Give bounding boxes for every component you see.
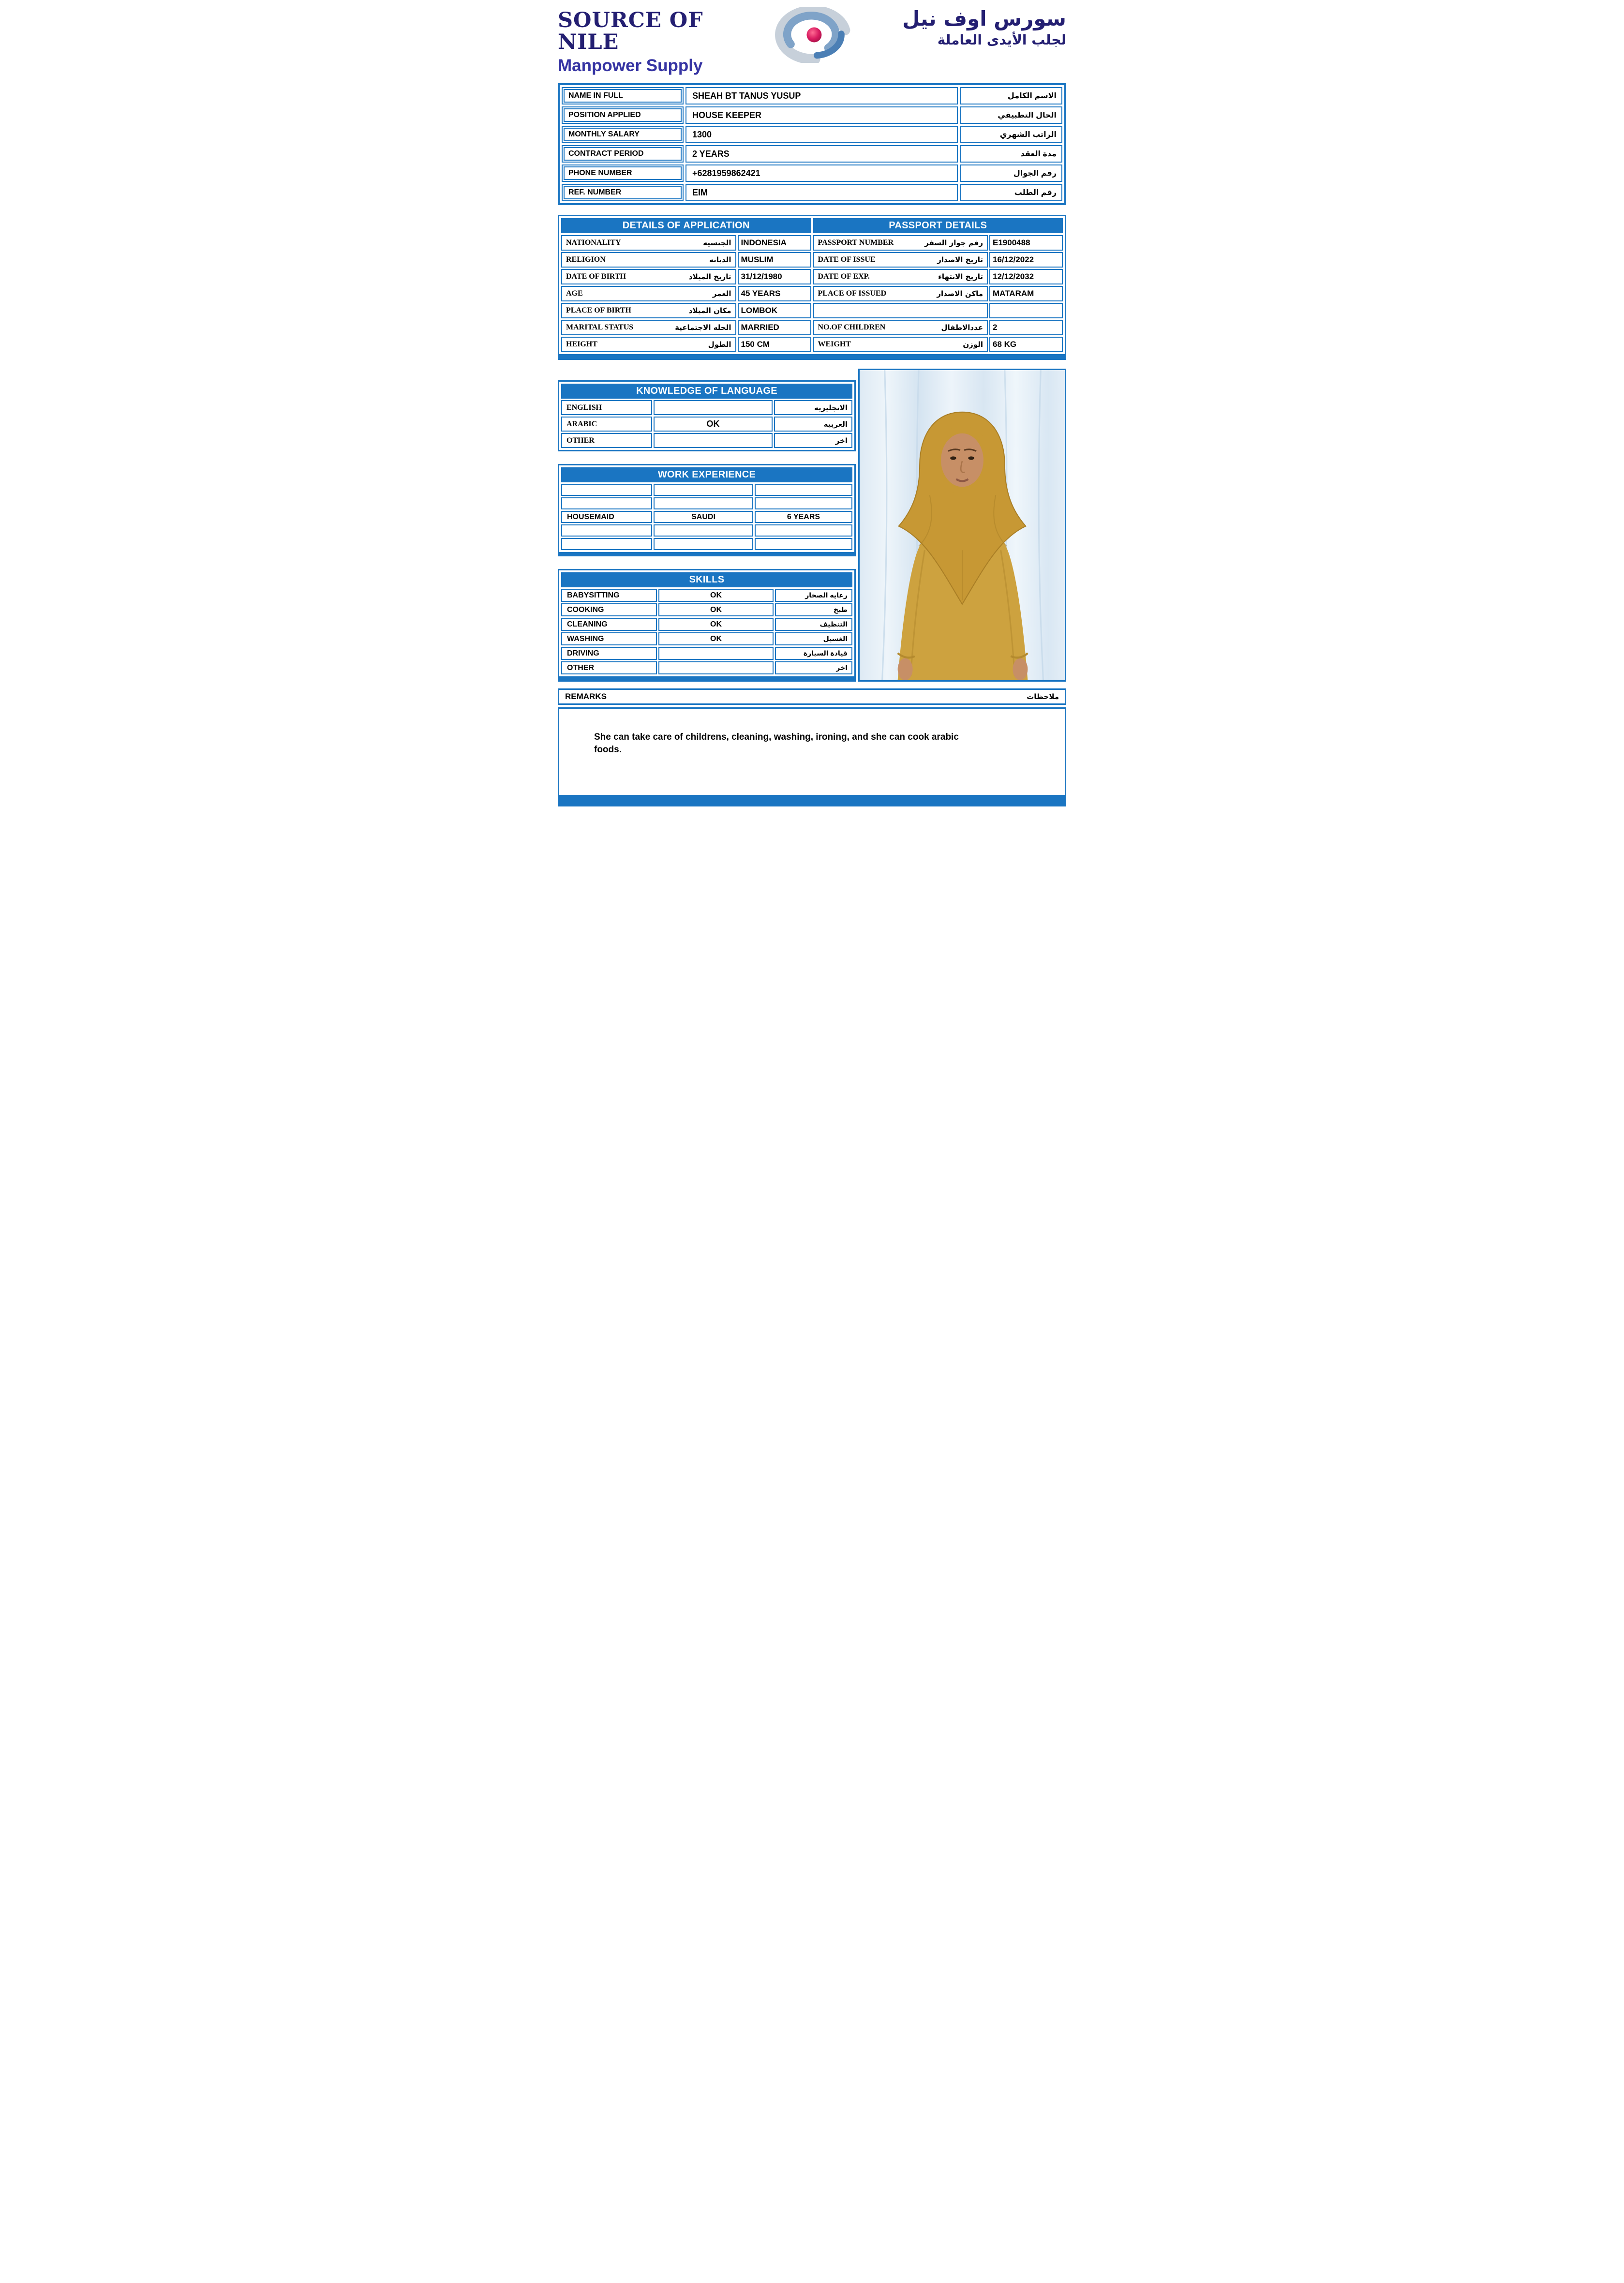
brand-block-english	[558, 7, 766, 75]
field-value: E1900488	[989, 235, 1063, 251]
field-label-arabic: ماكن الاصدار	[937, 289, 983, 298]
passport-section-title: PASSPORT DETAILS	[813, 218, 1063, 233]
field-label: OTHER	[561, 433, 652, 448]
table-row	[813, 337, 1063, 352]
experience-duration	[755, 524, 852, 537]
brand-title-arabic: سورس اوف نيل	[902, 7, 1066, 30]
experience-country	[654, 484, 753, 496]
table-row	[562, 87, 1062, 104]
field-value: 2	[989, 320, 1063, 335]
field-value	[658, 661, 774, 674]
table-row	[813, 320, 1063, 335]
field-label: ARABIC	[561, 417, 652, 432]
table-row	[561, 484, 852, 496]
field-value: MATARAM	[989, 286, 1063, 301]
field-label-arabic: مكان الميلاد	[688, 306, 731, 315]
table-row	[561, 538, 852, 550]
field-label-arabic: اخر	[774, 433, 852, 448]
field-label-arabic: تاريخ الاصدار	[937, 255, 983, 265]
field-label-arabic: اخر	[775, 661, 852, 674]
field-value: 150 CM	[738, 337, 811, 352]
brand-subtitle-arabic: لجلب الأيدى العاملة	[937, 32, 1066, 48]
language-table	[558, 380, 856, 451]
field-label-arabic: الحال التطبيقي	[960, 106, 1062, 124]
field-label	[561, 252, 736, 268]
field-label-arabic: الطول	[708, 340, 731, 349]
table-row	[561, 252, 811, 268]
field-label-arabic: عددالاطفال	[941, 323, 983, 332]
field-label-arabic: الوزن	[963, 340, 983, 349]
field-value: 45 YEARS	[738, 286, 811, 301]
field-label	[562, 145, 684, 163]
field-value: MARRIED	[738, 320, 811, 335]
remarks-header-row	[558, 688, 1066, 705]
field-label	[813, 320, 988, 335]
table-row	[562, 164, 1062, 182]
table-row	[561, 661, 852, 674]
field-label	[813, 337, 988, 352]
table-row	[813, 235, 1063, 251]
middle-section	[558, 369, 1066, 682]
field-value: 31/12/1980	[738, 269, 811, 284]
field-label-text: PLACE OF BIRTH	[566, 306, 631, 315]
field-label-text: DATE OF ISSUE	[818, 255, 876, 264]
field-label-text: PLACE OF ISSUED	[818, 289, 887, 298]
field-label-text: AGE	[566, 289, 583, 298]
field-label-arabic: الغسيل	[775, 632, 852, 645]
table-row	[562, 184, 1062, 201]
cv-document	[541, 0, 1083, 820]
field-label	[813, 235, 988, 251]
table-row	[561, 269, 811, 284]
field-label	[813, 252, 988, 268]
field-value: INDONESIA	[738, 235, 811, 251]
field-label	[562, 184, 684, 201]
remarks-text: She can take care of childrens, cleaning, washing, ironing, and she can cook arabic foods.	[594, 732, 959, 755]
skills-section-title: SKILLS	[561, 572, 852, 587]
experience-duration	[755, 538, 852, 550]
field-label-text: MARITAL STATUS	[566, 323, 634, 332]
brand-block-arabic	[860, 7, 1066, 49]
table-row	[561, 417, 852, 432]
experience-position	[561, 538, 652, 550]
experience-country: SAUDI	[654, 511, 753, 523]
header	[558, 7, 1066, 75]
remarks-section	[558, 688, 1066, 806]
field-label-arabic: رقم الجوال	[960, 164, 1062, 182]
table-row	[813, 286, 1063, 301]
table-row	[562, 126, 1062, 143]
field-label-arabic: العربيه	[774, 417, 852, 432]
remarks-label: REMARKS	[565, 692, 607, 701]
summary-table	[558, 83, 1066, 205]
field-value: OK	[658, 603, 774, 616]
table-row	[561, 524, 852, 537]
field-value: 12/12/2032	[989, 269, 1063, 284]
field-label-text: NATIONALITY	[566, 239, 621, 247]
field-label-text: NAME IN FULL	[564, 89, 682, 103]
field-label	[813, 269, 988, 284]
experience-position	[561, 524, 652, 537]
field-label-arabic: رقم الطلب	[960, 184, 1062, 201]
details-table	[561, 235, 811, 352]
field-label-arabic: الاسم الكامل	[960, 87, 1062, 104]
field-value: HOUSE KEEPER	[685, 106, 958, 124]
field-value: OK	[658, 632, 774, 645]
field-label-text: RELIGION	[566, 255, 606, 264]
field-value	[654, 433, 773, 448]
field-label-text: CONTRACT PERIOD	[564, 147, 682, 161]
table-row	[561, 337, 811, 352]
table-row	[561, 235, 811, 251]
field-label-arabic: الديانه	[709, 255, 731, 265]
details-passport-body	[561, 235, 1063, 352]
section-headers	[561, 218, 1063, 233]
field-value: SHEAH BT TANUS YUSUP	[685, 87, 958, 104]
field-value: OK	[658, 618, 774, 631]
field-label-text: PHONE NUMBER	[564, 166, 682, 180]
field-label	[562, 126, 684, 143]
experience-position	[561, 484, 652, 496]
field-value: 2 YEARS	[685, 145, 958, 163]
details-section-title: DETAILS OF APPLICATION	[561, 218, 811, 233]
field-value: 1300	[685, 126, 958, 143]
table-row	[562, 145, 1062, 163]
passport-table	[813, 235, 1063, 352]
experience-position	[561, 497, 652, 509]
details-passport-section	[558, 215, 1066, 360]
table-row	[813, 303, 1063, 318]
field-label: COOKING	[561, 603, 657, 616]
field-value: 16/12/2022	[989, 252, 1063, 268]
table-row	[561, 603, 852, 616]
field-label-arabic: تاريخ الميلاد	[688, 272, 731, 282]
field-label: OTHER	[561, 661, 657, 674]
field-label: BABYSITTING	[561, 589, 657, 602]
table-row	[561, 286, 811, 301]
field-value: 68 KG	[989, 337, 1063, 352]
experience-duration	[755, 484, 852, 496]
left-column	[558, 369, 856, 682]
experience-position: HOUSEMAID	[561, 511, 652, 523]
experience-section-title: WORK EXPERIENCE	[561, 467, 852, 482]
field-value: MUSLIM	[738, 252, 811, 268]
table-row	[561, 433, 852, 448]
experience-country	[654, 538, 753, 550]
field-label-text: PASSPORT NUMBER	[818, 239, 894, 247]
table-row	[561, 303, 811, 318]
field-label-arabic: قيادة السيارة	[775, 647, 852, 660]
field-label-arabic: الجنسيه	[703, 239, 731, 248]
field-label-text: MONTHLY SALARY	[564, 128, 682, 141]
field-label	[561, 269, 736, 284]
table-row	[561, 320, 811, 335]
experience-table	[558, 464, 856, 556]
field-label-text: DATE OF EXP.	[818, 272, 870, 281]
field-value: LOMBOK	[738, 303, 811, 318]
field-label: WASHING	[561, 632, 657, 645]
field-label-arabic: الراتب الشهري	[960, 126, 1062, 143]
field-value	[654, 400, 773, 415]
field-value: OK	[658, 589, 774, 602]
remarks-box	[558, 707, 1066, 806]
field-label	[562, 87, 684, 104]
experience-duration	[755, 497, 852, 509]
field-label-text: HEIGHT	[566, 340, 597, 349]
table-row	[813, 269, 1063, 284]
field-label-text: POSITION APPLIED	[564, 108, 682, 122]
field-label-arabic: رقم جواز السفر	[924, 239, 983, 248]
field-label: ENGLISH	[561, 400, 652, 415]
experience-duration: 6 YEARS	[755, 511, 852, 523]
field-label-arabic: التنظيف	[775, 618, 852, 631]
brand-title: SOURCE OF NILE	[558, 8, 703, 55]
field-label	[561, 337, 736, 352]
field-label-arabic: طبخ	[775, 603, 852, 616]
field-value: EIM	[685, 184, 958, 201]
field-value: +6281959862421	[685, 164, 958, 182]
table-row	[561, 400, 852, 415]
remarks-label-arabic: ملاحظات	[1027, 692, 1059, 701]
experience-country	[654, 497, 753, 509]
field-label-text: WEIGHT	[818, 340, 851, 349]
field-label-arabic: الحله الاجتماعية	[675, 323, 731, 332]
table-row	[561, 618, 852, 631]
company-logo-icon	[766, 7, 860, 63]
field-label-arabic: مدة العقد	[960, 145, 1062, 163]
field-label	[813, 303, 988, 318]
field-label	[561, 320, 736, 335]
field-label-text: NO.OF CHILDREN	[818, 323, 886, 332]
skills-table	[558, 569, 856, 682]
field-label	[813, 286, 988, 301]
field-label-arabic: الانجليزيه	[774, 400, 852, 415]
applicant-photo	[858, 369, 1066, 682]
field-value	[989, 303, 1063, 318]
field-label-arabic: رعايه الصخار	[775, 589, 852, 602]
field-label: CLEANING	[561, 618, 657, 631]
field-label	[561, 286, 736, 301]
field-value	[658, 647, 774, 660]
field-label	[561, 303, 736, 318]
brand-subtitle: Manpower Supply	[558, 56, 703, 75]
experience-country	[654, 524, 753, 537]
field-label: DRIVING	[561, 647, 657, 660]
field-label	[562, 106, 684, 124]
table-row	[561, 647, 852, 660]
table-row	[813, 252, 1063, 268]
field-label-arabic: تاريخ الانتهاء	[938, 272, 983, 282]
table-row	[561, 497, 852, 509]
field-label	[562, 164, 684, 182]
table-row	[561, 589, 852, 602]
table-row	[561, 632, 852, 645]
table-row	[562, 106, 1062, 124]
table-row	[561, 511, 852, 523]
field-value: OK	[654, 417, 773, 432]
field-label-text: REF. NUMBER	[564, 186, 682, 199]
field-label-arabic: العمر	[712, 289, 731, 298]
language-section-title: KNOWLEDGE OF LANGUAGE	[561, 384, 852, 399]
field-label	[561, 235, 736, 251]
field-label-text: DATE OF BIRTH	[566, 272, 626, 281]
